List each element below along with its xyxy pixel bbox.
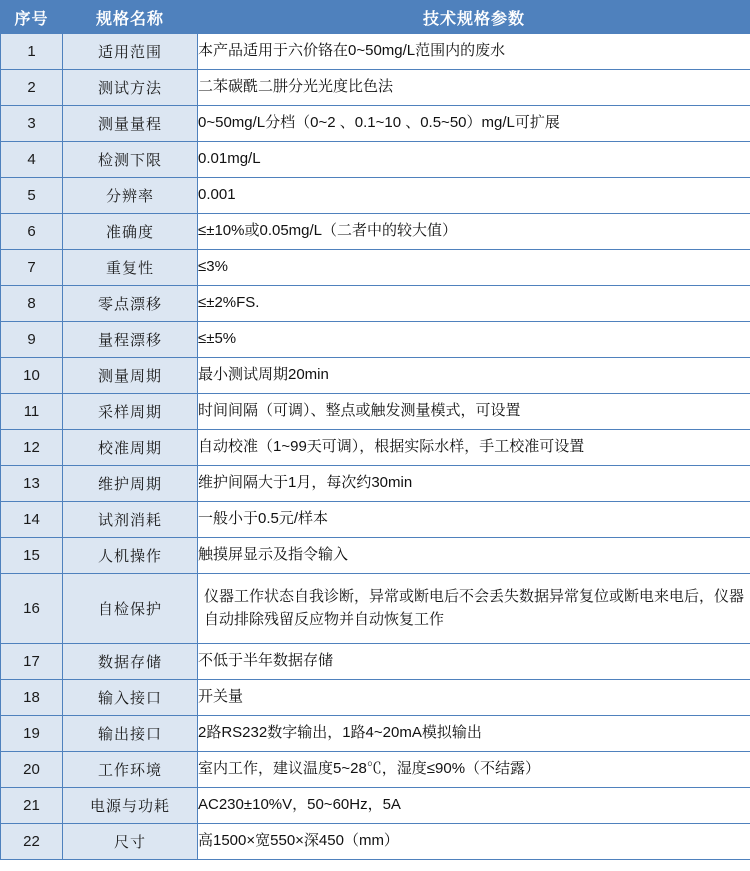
table-row [1, 824, 750, 860]
row-index: 13 [1, 466, 63, 502]
row-spec-name: 准确度 [63, 214, 198, 250]
row-spec-name: 电源与功耗 [63, 788, 198, 824]
row-spec-value: ≤±10%或0.05mg/L（二者中的较大值） [198, 214, 750, 250]
row-spec-value: 仪器工作状态自我诊断，异常或断电后不会丢失数据异常复位或断电来电后，仪器自动排除残留反应物并自动恢复工作 [198, 574, 750, 644]
row-index: 12 [1, 430, 63, 466]
table-row [1, 250, 750, 286]
table-row [1, 574, 750, 644]
row-index: 6 [1, 214, 63, 250]
table-row [1, 752, 750, 788]
row-spec-name: 尺寸 [63, 824, 198, 860]
row-spec-name: 检测下限 [63, 142, 198, 178]
row-spec-value: AC230±10%V，50~60Hz，5A [198, 788, 750, 824]
column-header-index: 序号 [1, 1, 63, 34]
row-spec-value: 室内工作，建议温度5~28℃，湿度≤90%（不结露） [198, 752, 750, 788]
table-header-row [1, 1, 750, 34]
row-index: 7 [1, 250, 63, 286]
column-header-spec-value: 技术规格参数 [198, 1, 750, 34]
row-spec-value: ≤3% [198, 250, 750, 286]
row-spec-value: ≤±2%FS. [198, 286, 750, 322]
row-spec-value: 触摸屏显示及指令输入 [198, 538, 750, 574]
row-index: 22 [1, 824, 63, 860]
row-spec-name: 测量周期 [63, 358, 198, 394]
table-row [1, 644, 750, 680]
row-spec-value: 一般小于0.5元/样本 [198, 502, 750, 538]
table-row [1, 34, 750, 70]
row-spec-name: 测量量程 [63, 106, 198, 142]
row-spec-value: 0.001 [198, 178, 750, 214]
row-spec-name: 重复性 [63, 250, 198, 286]
row-spec-value: 维护间隔大于1月，每次约30min [198, 466, 750, 502]
row-spec-value: 开关量 [198, 680, 750, 716]
row-spec-name: 自检保护 [63, 574, 198, 644]
row-index: 3 [1, 106, 63, 142]
row-spec-value: 不低于半年数据存储 [198, 644, 750, 680]
row-spec-value: 二苯碳酰二肼分光光度比色法 [198, 70, 750, 106]
table-row [1, 538, 750, 574]
table-row [1, 788, 750, 824]
row-spec-name: 人机操作 [63, 538, 198, 574]
table-row [1, 466, 750, 502]
table-row [1, 680, 750, 716]
row-spec-value: ≤±5% [198, 322, 750, 358]
row-spec-name: 数据存储 [63, 644, 198, 680]
row-index: 14 [1, 502, 63, 538]
table-row [1, 502, 750, 538]
row-index: 5 [1, 178, 63, 214]
row-spec-value: 高1500×宽550×深450（mm） [198, 824, 750, 860]
row-spec-value: 时间间隔（可调）、整点或触发测量模式，可设置 [198, 394, 750, 430]
row-index: 4 [1, 142, 63, 178]
row-spec-value: 最小测试周期20min [198, 358, 750, 394]
table-row [1, 430, 750, 466]
table-row [1, 286, 750, 322]
table-row [1, 394, 750, 430]
row-index: 1 [1, 34, 63, 70]
table-row [1, 322, 750, 358]
table-row [1, 70, 750, 106]
row-spec-value: 0~50mg/L分档（0~2 、0.1~10 、0.5~50）mg/L可扩展 [198, 106, 750, 142]
row-index: 9 [1, 322, 63, 358]
table-row [1, 358, 750, 394]
row-spec-name: 工作环境 [63, 752, 198, 788]
row-index: 17 [1, 644, 63, 680]
row-spec-name: 输入接口 [63, 680, 198, 716]
row-spec-value: 0.01mg/L [198, 142, 750, 178]
row-index: 21 [1, 788, 63, 824]
table-row [1, 716, 750, 752]
row-index: 18 [1, 680, 63, 716]
row-spec-name: 试剂消耗 [63, 502, 198, 538]
row-spec-name: 分辨率 [63, 178, 198, 214]
row-spec-value: 2路RS232数字输出，1路4~20mA模拟输出 [198, 716, 750, 752]
table-header [1, 1, 750, 34]
table-body [1, 34, 750, 860]
table-row [1, 214, 750, 250]
column-header-spec-name: 规格名称 [63, 1, 198, 34]
row-spec-name: 维护周期 [63, 466, 198, 502]
row-spec-name: 校准周期 [63, 430, 198, 466]
table-row [1, 178, 750, 214]
table-row [1, 142, 750, 178]
table-row [1, 106, 750, 142]
row-index: 2 [1, 70, 63, 106]
row-spec-name: 输出接口 [63, 716, 198, 752]
row-index: 8 [1, 286, 63, 322]
row-spec-name: 量程漂移 [63, 322, 198, 358]
row-index: 15 [1, 538, 63, 574]
row-spec-value: 自动校准（1~99天可调），根据实际水样，手工校准可设置 [198, 430, 750, 466]
row-index: 20 [1, 752, 63, 788]
row-spec-name: 测试方法 [63, 70, 198, 106]
row-spec-name: 采样周期 [63, 394, 198, 430]
row-index: 11 [1, 394, 63, 430]
row-spec-value: 本产品适用于六价铬在0~50mg/L范围内的废水 [198, 34, 750, 70]
row-index: 16 [1, 574, 63, 644]
row-spec-name: 零点漂移 [63, 286, 198, 322]
row-index: 19 [1, 716, 63, 752]
row-index: 10 [1, 358, 63, 394]
row-spec-name: 适用范围 [63, 34, 198, 70]
